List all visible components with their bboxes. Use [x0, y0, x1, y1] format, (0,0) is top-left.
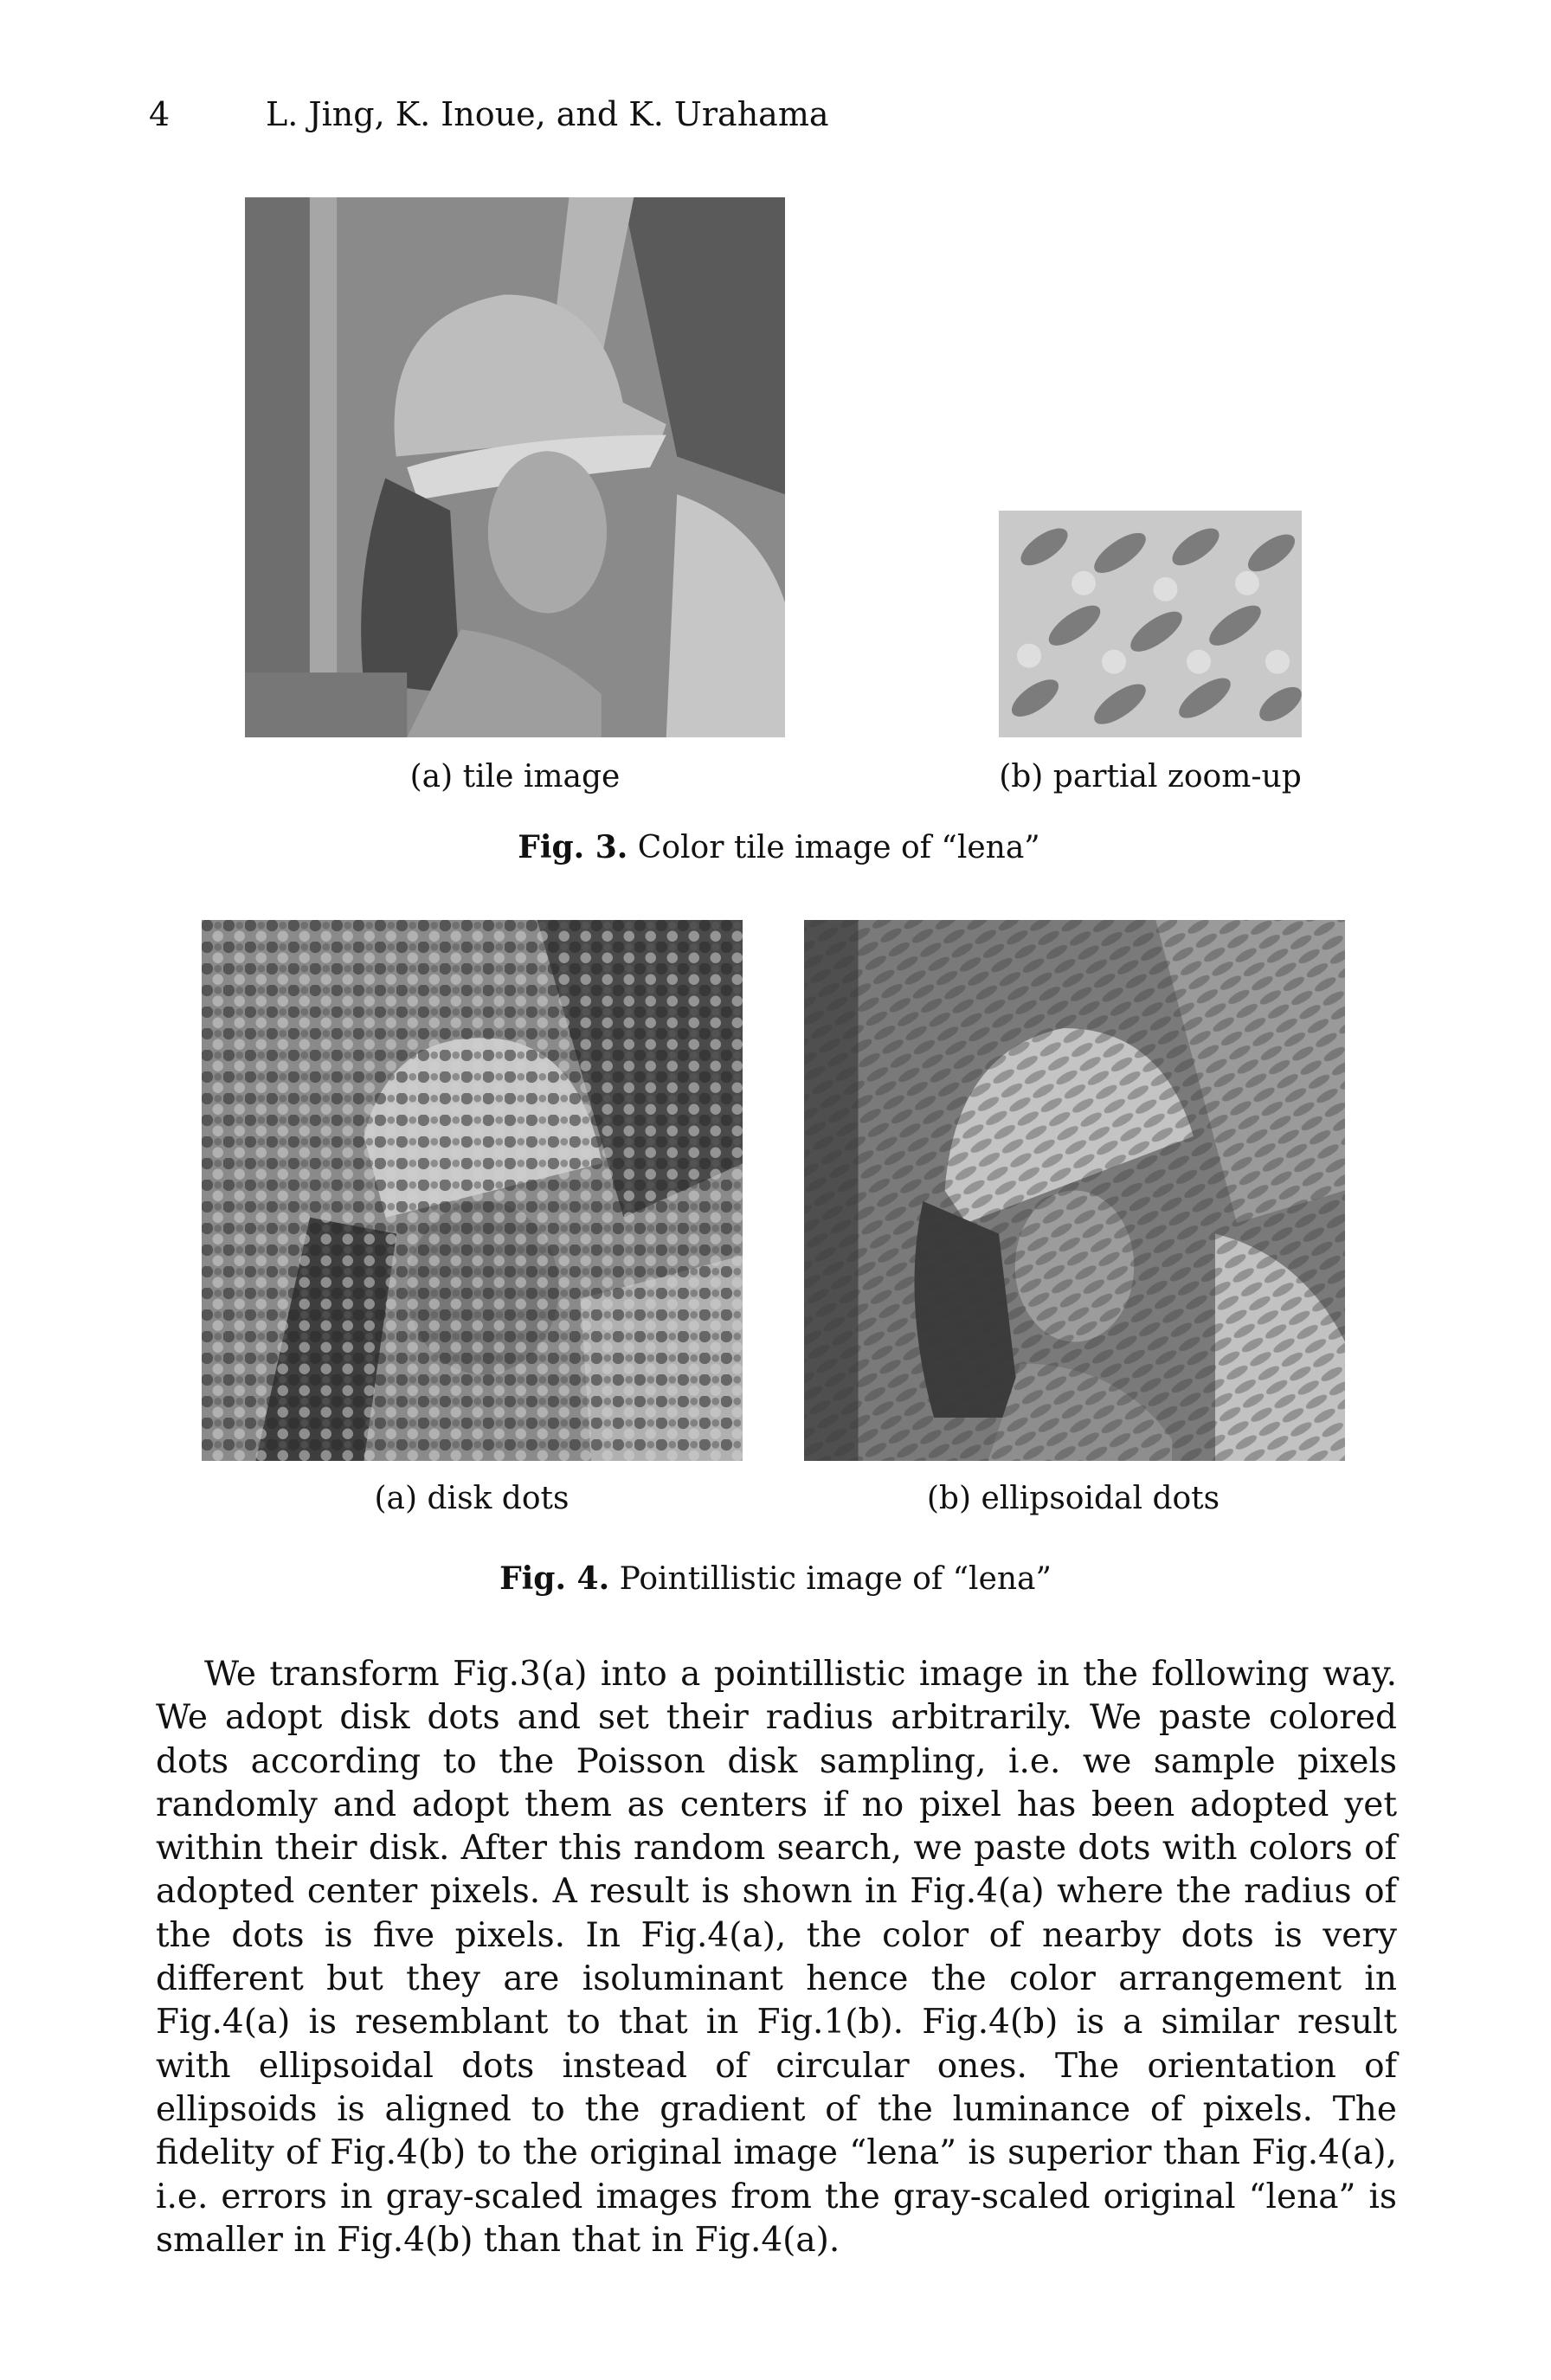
fig3-zoom-image	[999, 511, 1302, 737]
fig3-caption	[433, 829, 1125, 866]
fig4-label: Fig. 4.	[499, 1560, 610, 1597]
fig3-subcaption-b: (b) partial zoom-up	[999, 759, 1302, 794]
fig4-subcaption-a: (a) disk dots	[374, 1481, 570, 1516]
body-paragraph: We transform Fig.3(a) into a pointillistic image in the following way. We adopt disk dots and set their radius arbitrarily. We paste colored dots according to the Poisson disk sampling, i.e. we sample pixels randomly and adopt them as centers if no pixel has been adopted yet within their disk. After this random search, we paste dots with colors of adopted center pixels. A result is shown in Fig.4(a) where the radius of the dots is five pixels. In Fig.4(a), the color of nearby dots is very different but they are isoluminant hence the color arrangement in Fig.4(a) is resemblant to that in Fig.1(b). Fig.4(b) is a similar result with ellipsoidal dots instead of circular ones. The orientation of ellipsoids is aligned to the gradient of the luminance of pixels. The fidelity of Fig.4(b) to the original image “lena” is superior than Fig.4(a), i.e. errors in gray-scaled images from the gray-scaled original “lena” is smaller in Fig.4(b) than that in Fig.4(a).	[156, 1655, 1397, 2260]
fig4-subcaption-b: (b) ellipsoidal dots	[926, 1481, 1220, 1516]
fig3-tile-image	[245, 197, 785, 737]
page-number: 4	[149, 95, 171, 133]
fig3-label: Fig. 3.	[518, 829, 628, 865]
running-header-authors: L. Jing, K. Inoue, and K. Urahama	[266, 95, 829, 133]
fig3-subcaption-a: (a) tile image	[409, 759, 621, 794]
fig4-caption	[386, 1560, 1165, 1598]
fig4-caption-text: Pointillistic image of “lena”	[619, 1561, 1052, 1597]
fig4-ellipsoidal-dots-image	[804, 920, 1345, 1461]
fig3-caption-text: Color tile image of “lena”	[637, 830, 1040, 865]
fig4-disk-dots-image	[202, 920, 743, 1461]
